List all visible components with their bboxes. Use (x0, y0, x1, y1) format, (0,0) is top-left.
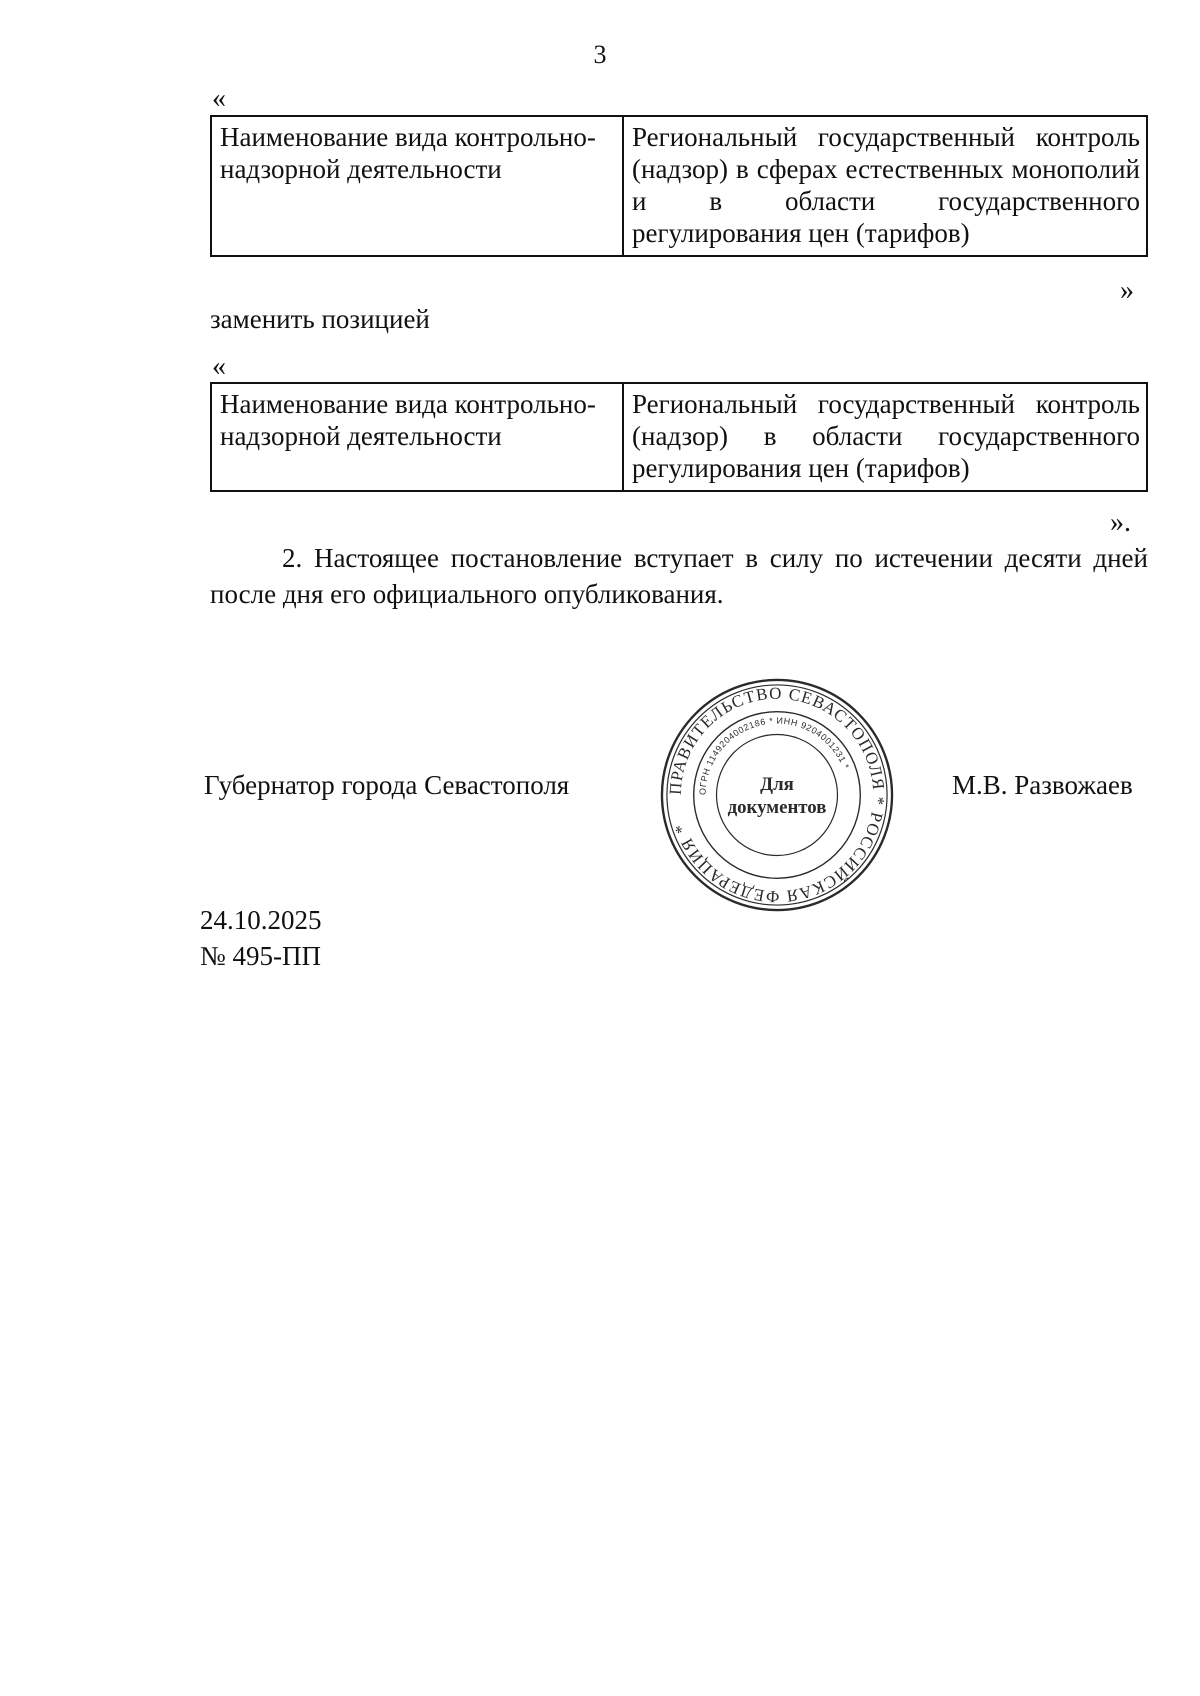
stamp-outer-text: ПРАВИТЕЛЬСТВО СЕВАСТОПОЛЯ * РОССИЙСКАЯ ФЕДЕРАЦИЯ * (665, 683, 889, 907)
stamp-inner-text: ОГРН 1149204002186 * ИНН 9204001231 * (697, 715, 852, 796)
replace-label: заменить позицией (210, 304, 430, 334)
document-number: № 495-ПП (200, 941, 321, 971)
official-stamp (658, 676, 896, 914)
original-position-table (210, 115, 1148, 257)
new-position-table (210, 382, 1148, 492)
new-position-name: Наименование вида контрольно-надзорной деятельности (211, 383, 623, 491)
opening-quote-2: « (212, 351, 226, 382)
stamp-center-line2: документов (727, 796, 827, 818)
signature-title: Губернатор города Севастополя (204, 770, 570, 800)
document-date: 24.10.2025 (200, 905, 322, 935)
closing-quote-final: ». (1110, 507, 1131, 538)
opening-quote: « (212, 83, 226, 114)
page-number: 3 (593, 40, 607, 69)
stamp-center-line1: Для (760, 774, 794, 796)
paragraph-2: 2. Настоящее постановление вступает в силу по истечении десяти дней после дня его официального опубликования. (210, 543, 1148, 609)
closing-quote: » (1120, 275, 1134, 306)
signature-name: М.В. Развожаев (952, 770, 1133, 800)
document-meta (200, 902, 322, 974)
original-position-value: Региональный государственный контроль (надзор) в сферах естественных монополий и в области государственного регулирования цен (тарифов) (623, 116, 1147, 256)
new-position-value: Региональный государственный контроль (надзор) в области государственного регулирования цен (тарифов) (623, 383, 1147, 491)
original-position-name: Наименование вида контрольно-надзорной деятельности (211, 116, 623, 256)
